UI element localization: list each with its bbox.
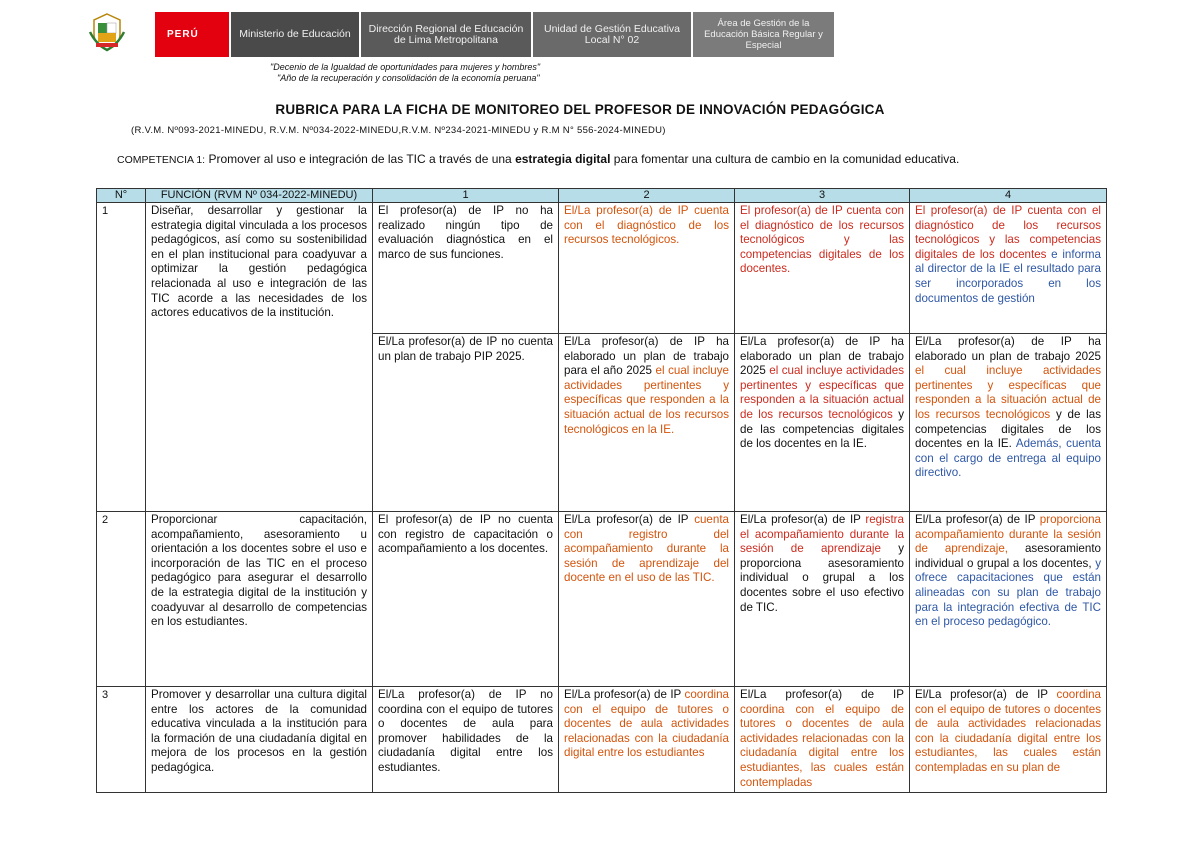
level-4-text-d: Además, cuenta con el cargo de entrega al equipo directivo. (915, 437, 1101, 480)
table-header-row (97, 189, 1107, 203)
peru-label: PERÚ (155, 12, 229, 57)
header-level-3: 3 (735, 189, 910, 203)
level-4-text-c: asesoramiento individual o grupal a los docentes, (915, 542, 1101, 570)
level-4-text-a: El profesor(a) de IP cuenta con el diagnóstico de los recursos tecnológicos y las competencias digitales de los docentes (915, 204, 1101, 261)
slogan-ano: "Año de la recuperación y consolidación de la economía peruana" (277, 73, 540, 83)
competencia-text-bold: estrategia digital (515, 152, 611, 166)
row-number: 2 (97, 512, 146, 687)
level-4-text-a: El/La profesor(a) de IP ha elaborado un plan de trabajo 2025 (915, 335, 1101, 363)
rubric-table (96, 188, 1107, 793)
level-1-cell: El/La profesor(a) de IP no coordina con el equipo de tutores o docentes de aula para promover habilidades de la ciudadanía digital entre los estudiantes. (373, 687, 559, 793)
level-4-text-d: y ofrece capacitaciones que están alineadas con su plan de trabajo para la integración efectiva de TIC en el proceso pedagógico. (915, 556, 1101, 629)
level-4-text-b: coordina con el equipo de tutores o docentes de aula actividades relacionadas con la ciudadanía digital entre los estudiantes, las cuales están contempladas en su plan de (915, 688, 1101, 774)
level-4-text-b: e informa al director de la IE el resultado para ser incorporados en los documentos de gestión (915, 247, 1101, 305)
funcion-cell: Diseñar, desarrollar y gestionar la estrategia digital vinculada a los procesos pedagógicos, así como su sostenibilidad en el plan institucional para coadyuvar a optimizar la gestión pedagógica relacionada al uso e integración de las TIC acorde a las necesidades de los actores educativos de la institución. (146, 203, 373, 512)
level-2-text-a: El/La profesor(a) de IP ha elaborado un plan de trabajo para el año 2025 (564, 335, 729, 378)
level-3-text-c: y de las competencias digitales de los docentes en la IE. (740, 407, 904, 451)
slogans (270, 62, 540, 84)
level-2-cell (559, 687, 735, 793)
level-3-text-c: y proporciona asesoramiento individual o grupal a los docentes sobre el uso efectivo de TIC. (740, 542, 904, 614)
competencia-text-post: para fomentar una cultura de cambio en la comunidad educativa. (610, 152, 960, 166)
funcion-cell: Proporcionar capacitación, acompañamiento, asesoramiento u orientación a los docentes sobre el uso e incorporación de las TIC en el proceso pedagógico para asegurar el desarrollo de la estrategia digital de la institución y coadyuvar al desarrollo de competencias en los estudiantes. (146, 512, 373, 687)
level-3-cell: El profesor(a) de IP cuenta con el diagnóstico de los recursos tecnológicos y las competencias digitales de los docentes. (735, 203, 910, 334)
level-3-cell (735, 512, 910, 687)
header-level-1: 1 (373, 189, 559, 203)
header-funcion: FUNCIÓN (RVM Nº 034-2022-MINEDU) (146, 189, 373, 203)
level-4-text-b: proporciona acompañamiento durante la sesión de aprendizaje, (915, 513, 1101, 556)
peru-coat-of-arms-icon (88, 12, 126, 52)
level-4-cell (910, 687, 1107, 793)
row-number: 3 (97, 687, 146, 793)
table-row (97, 687, 1107, 793)
level-1-cell: El/La profesor(a) de IP no cuenta un plan de trabajo PIP 2025. (373, 334, 559, 512)
level-1-cell: El profesor(a) de IP no ha realizado ningún tipo de evaluación diagnóstica en el marco de sus funciones. (373, 203, 559, 334)
level-2-cell (559, 512, 735, 687)
level-2-text-b: cuenta con registro del acompañamiento durante la sesión de aprendizaje del docente en el uso de las TIC. (564, 513, 729, 585)
level-3-cell (735, 334, 910, 512)
table-row (97, 203, 1107, 334)
level-3-text-a: El/La profesor(a) de IP ha elaborado un plan de trabajo 2025 (740, 335, 904, 378)
level-2-text-a: El/La profesor(a) de IP (564, 688, 685, 701)
level-4-text-b: el cual incluye actividades pertinentes y específicas que responden a la situación actual de los recursos tecnológicos (915, 364, 1101, 421)
level-3-text-b: registra el acompañamiento durante la sesión de aprendizaje (740, 513, 904, 556)
slogan-decenio: "Decenio de la Igualdad de oportunidades para mujeres y hombres" (270, 62, 541, 72)
area-label: Área de Gestión de la Educación Básica Regular y Especial (693, 12, 834, 57)
header-num: N° (97, 189, 146, 203)
ugel-label: Unidad de Gestión Educativa Local N° 02 (533, 12, 691, 57)
document-title: RUBRICA PARA LA FICHA DE MONITOREO DEL PROFESOR DE INNOVACIÓN PEDAGÓGICA (275, 102, 885, 117)
competencia-statement (117, 152, 959, 166)
level-3-text-a: El/La profesor(a) de IP (740, 688, 904, 701)
dre-label: Dirección Regional de Educación de Lima Metropolitana (361, 12, 531, 57)
level-4-text-a: El/La profesor(a) de IP (915, 688, 1057, 701)
competencia-label: COMPETENCIA 1: (117, 154, 206, 166)
level-3-text-b: el cual incluye actividades pertinentes y específicas que responden a la situación actual de los recursos tecnológicos (740, 364, 904, 421)
level-2-cell (559, 334, 735, 512)
header-level-4: 4 (910, 189, 1107, 203)
funcion-cell: Promover y desarrollar una cultura digital entre los actores de la comunidad educativa vinculada a la institución para la formación de una ciudadanía digital en mejora de los procesos en la gestión pedagógica. (146, 687, 373, 793)
level-4-cell (910, 334, 1107, 512)
level-2-text-a: El/La profesor(a) de IP (564, 513, 695, 526)
row-number: 1 (97, 203, 146, 512)
document-subtitle: (R.V.M. Nº093-2021-MINEDU, R.V.M. Nº034-2022-MINEDU,R.V.M. Nº234-2021-MINEDU y R.M N° 556-2024-MINEDU) (131, 125, 666, 136)
level-4-text-c: y de las competencias digitales de los docentes en la IE. (915, 407, 1101, 451)
table-row (97, 512, 1107, 687)
ministry-label: Ministerio de Educación (231, 12, 359, 57)
level-3-text-a: El/La profesor(a) de IP (740, 513, 866, 526)
level-2-text-b: el cual incluye actividades pertinentes y específicas que responden a la situación actual de los recursos tecnológicos en la IE. (564, 364, 729, 436)
competencia-text-pre: Promover al uso e integración de las TIC a través de una (205, 152, 516, 166)
level-4-cell (910, 203, 1107, 334)
level-2-cell: El/La profesor(a) de IP cuenta con el diagnóstico de los recursos tecnológicos. (559, 203, 735, 334)
header-level-2: 2 (559, 189, 735, 203)
level-4-text-a: El/La profesor(a) de IP (915, 513, 1040, 526)
level-3-cell (735, 687, 910, 793)
level-3-text-b: coordina con el equipo de tutores o docentes de aula actividades relacionadas con la ciudadanía digital entre los estudiantes, las cuales están contempladas (740, 702, 904, 789)
level-4-cell (910, 512, 1107, 687)
level-2-text-b: coordina con el equipo de tutores o docentes de aula actividades relacionadas con la ciudadanía digital entre los estudiantes (564, 688, 729, 760)
level-1-cell: El profesor(a) de IP no cuenta con registro de capacitación o acompañamiento a los docentes. (373, 512, 559, 687)
